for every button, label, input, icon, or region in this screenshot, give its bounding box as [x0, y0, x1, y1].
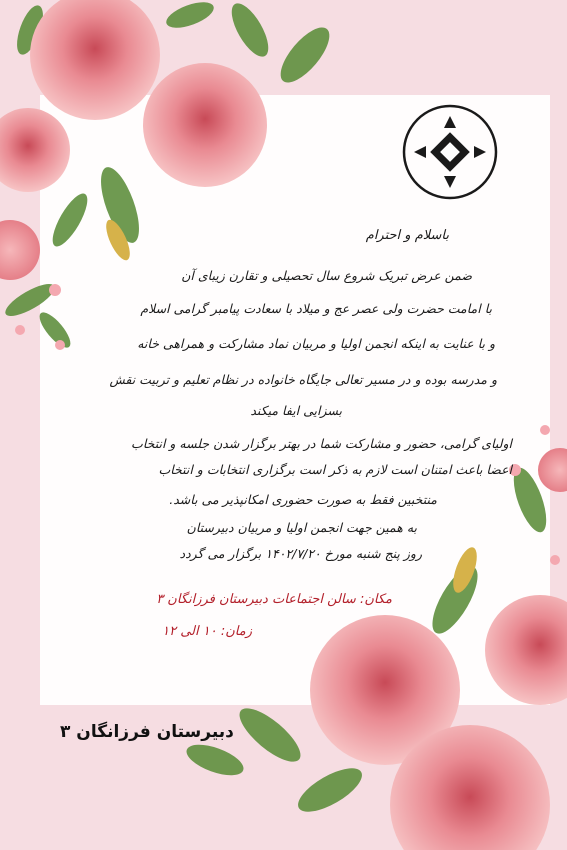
location-line: مکان: سالن اجتماعات دبیرستان فرزانگان ۳: [156, 592, 392, 607]
body-line: به همین جهت انجمن اولیا و مربیان دبیرستان: [186, 520, 417, 535]
greeting: باسلام و احترام: [365, 228, 449, 243]
time-line: زمان: ۱۰ الی ۱۲: [162, 624, 252, 639]
school-logo: [398, 100, 502, 204]
body-line: اعضا باعث امتنان است لازم به ذکر است برگزاری انتخابات و انتخاب: [158, 462, 512, 477]
body-line: ضمن عرض تبریک شروع سال تحصیلی و تقارن زیبای آن: [181, 268, 472, 283]
body-line: بسزایی ایفا میکند: [250, 403, 342, 418]
body-line: منتخبین فقط به صورت حضوری امکانپذیر می باشد.: [169, 492, 437, 507]
body-line: و مدرسه بوده و در مسیر تعالی جایگاه خانواده در نظام تعلیم و تربیت نقش: [109, 372, 497, 387]
body-line: روز پنج شنبه مورخ ۱۴۰۲/۷/۲۰ برگزار می گردد: [179, 546, 422, 561]
body-line: اولیای گرامی، حضور و مشارکت شما در بهتر برگزار شدن جلسه و انتخاب: [131, 436, 512, 451]
school-name: دبیرستان فرزانگان ۳: [60, 722, 234, 742]
body-line: و با عنایت به اینکه انجمن اولیا و مربیان نماد مشارکت و همراهی خانه: [137, 336, 495, 351]
body-line: با امامت حضرت ولی عصر عج و میلاد با سعادت پیامبر گرامی اسلام: [140, 301, 492, 316]
